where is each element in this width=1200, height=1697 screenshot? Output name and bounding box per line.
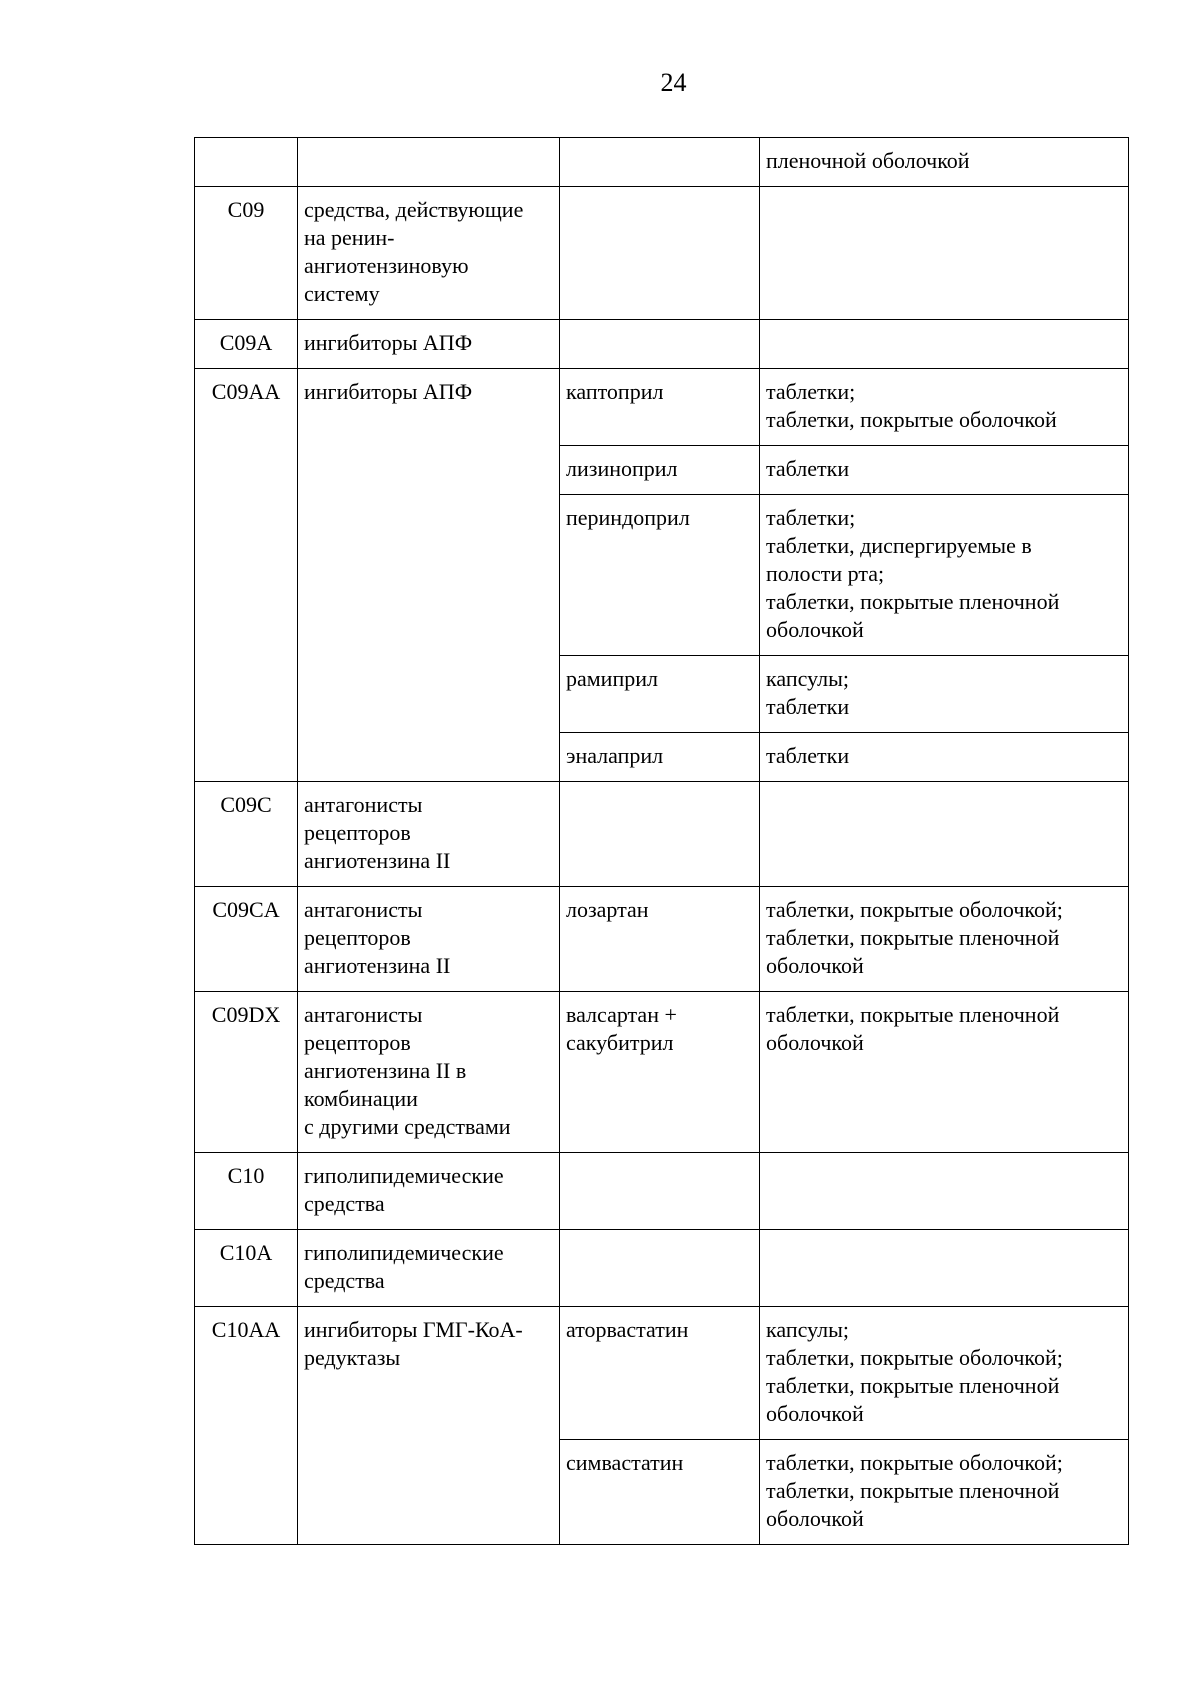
drug-cell bbox=[560, 320, 760, 369]
group-cell: антагонисты рецепторов ангиотензина II bbox=[298, 887, 560, 992]
dosage-form-cell: таблетки, покрытые оболочкой; таблетки, покрытые пленочной оболочкой bbox=[760, 887, 1129, 992]
drug-cell: каптоприл bbox=[560, 369, 760, 446]
table-row bbox=[195, 1230, 1129, 1307]
atc-code-cell bbox=[195, 138, 298, 187]
drug-cell bbox=[560, 138, 760, 187]
dosage-form-cell: капсулы; таблетки bbox=[760, 656, 1129, 733]
dosage-form-cell: таблетки; таблетки, покрытые оболочкой bbox=[760, 369, 1129, 446]
group-cell: средства, действующие на ренин- ангиотензиновую систему bbox=[298, 187, 560, 320]
drug-cell: рамиприл bbox=[560, 656, 760, 733]
drug-cell: лизиноприл bbox=[560, 446, 760, 495]
dosage-form-cell: таблетки bbox=[760, 446, 1129, 495]
drug-cell bbox=[560, 782, 760, 887]
page-number: 24 bbox=[660, 68, 687, 97]
table-row bbox=[195, 1307, 1129, 1440]
drug-cell bbox=[560, 1153, 760, 1230]
dosage-form-cell bbox=[760, 1230, 1129, 1307]
group-cell: антагонисты рецепторов ангиотензина II в комбинации с другими средствами bbox=[298, 992, 560, 1153]
dosage-form-cell: таблетки; таблетки, диспергируемые в полости рта; таблетки, покрытые пленочной оболочкой bbox=[760, 495, 1129, 656]
drug-cell: периндоприл bbox=[560, 495, 760, 656]
table-row bbox=[195, 187, 1129, 320]
atc-code-cell: C09CA bbox=[195, 887, 298, 992]
atc-code-cell: C10AA bbox=[195, 1307, 298, 1545]
dosage-form-cell bbox=[760, 1153, 1129, 1230]
group-cell: ингибиторы ГМГ-КоА- редуктазы bbox=[298, 1307, 560, 1545]
atc-code-cell: C09A bbox=[195, 320, 298, 369]
drug-cell: валсартан + сакубитрил bbox=[560, 992, 760, 1153]
atc-code-cell: C10A bbox=[195, 1230, 298, 1307]
drug-table-container bbox=[194, 137, 1129, 1545]
table-row bbox=[195, 782, 1129, 887]
group-cell: ингибиторы АПФ bbox=[298, 369, 560, 782]
dosage-form-cell: капсулы; таблетки, покрытые оболочкой; таблетки, покрытые пленочной оболочкой bbox=[760, 1307, 1129, 1440]
dosage-form-cell: таблетки, покрытые оболочкой; таблетки, покрытые пленочной оболочкой bbox=[760, 1440, 1129, 1545]
group-cell: гиполипидемические средства bbox=[298, 1230, 560, 1307]
group-cell: антагонисты рецепторов ангиотензина II bbox=[298, 782, 560, 887]
table-row bbox=[195, 369, 1129, 446]
group-cell: гиполипидемические средства bbox=[298, 1153, 560, 1230]
drug-cell: аторвастатин bbox=[560, 1307, 760, 1440]
drug-cell bbox=[560, 1230, 760, 1307]
dosage-form-cell: пленочной оболочкой bbox=[760, 138, 1129, 187]
dosage-form-cell: таблетки bbox=[760, 733, 1129, 782]
drug-cell bbox=[560, 187, 760, 320]
drug-table bbox=[194, 137, 1129, 1545]
atc-code-cell: C09AA bbox=[195, 369, 298, 782]
dosage-form-cell bbox=[760, 187, 1129, 320]
drug-cell: лозартан bbox=[560, 887, 760, 992]
dosage-form-cell bbox=[760, 320, 1129, 369]
group-cell bbox=[298, 138, 560, 187]
atc-code-cell: C09 bbox=[195, 187, 298, 320]
drug-cell: симвастатин bbox=[560, 1440, 760, 1545]
group-cell: ингибиторы АПФ bbox=[298, 320, 560, 369]
table-row bbox=[195, 1153, 1129, 1230]
atc-code-cell: C10 bbox=[195, 1153, 298, 1230]
dosage-form-cell bbox=[760, 782, 1129, 887]
table-row bbox=[195, 887, 1129, 992]
table-row bbox=[195, 138, 1129, 187]
dosage-form-cell: таблетки, покрытые пленочной оболочкой bbox=[760, 992, 1129, 1153]
atc-code-cell: C09C bbox=[195, 782, 298, 887]
table-row bbox=[195, 320, 1129, 369]
drug-cell: эналаприл bbox=[560, 733, 760, 782]
atc-code-cell: C09DX bbox=[195, 992, 298, 1153]
table-row bbox=[195, 992, 1129, 1153]
